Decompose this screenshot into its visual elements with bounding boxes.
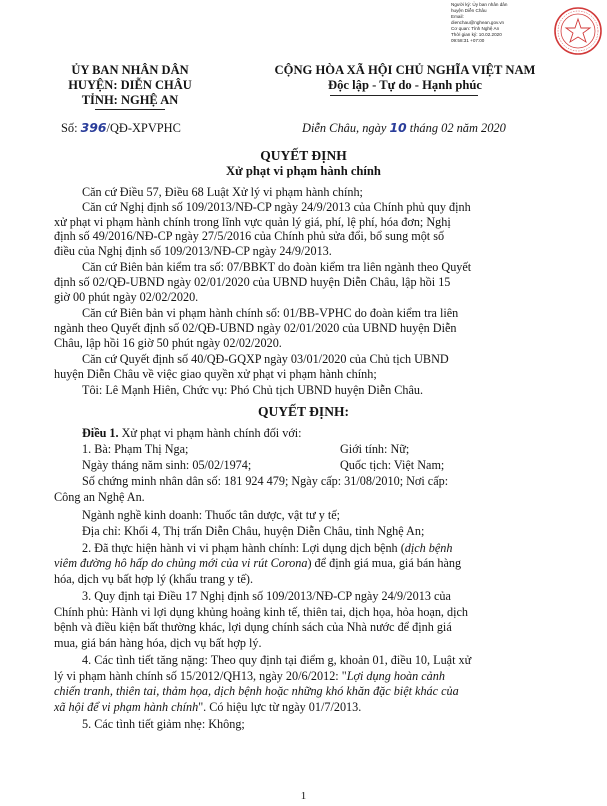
motto: Độc lập - Tự do - Hạnh phúc	[328, 78, 482, 92]
signature-line: Thời gian ký: 10.02.2020	[451, 32, 502, 37]
italic-span: xã hội để vi phạm hành chính	[54, 700, 199, 714]
item-3-line: mua, giá bán hàng hóa, dịch vụ bất hợp lý.	[54, 636, 262, 650]
handwritten-number: 396	[80, 120, 107, 135]
person-name: 1. Bà: Phạm Thị Nga;	[82, 442, 189, 456]
country-name: CỘNG HÒA XÃ HỘI CHỦ NGHĨA VIỆT NAM	[274, 63, 536, 77]
number-suffix: /QĐ-XPVPHC	[106, 121, 181, 135]
issuing-authority	[40, 63, 220, 108]
document-title: QUYẾT ĐỊNH	[260, 148, 347, 163]
authority-line: TỈNH: NGHỆ AN	[81, 93, 179, 107]
body-line: Căn cứ Biên bản kiểm tra số: 07/BBKT do đoàn kiểm tra liên ngành theo Quyết	[82, 260, 472, 274]
document-subtitle: Xử phạt vi phạm hành chính	[226, 164, 381, 178]
item-3-line: 3. Quy định tại Điều 17 Nghị định số 109/2013/NĐ-CP ngày 24/9/2013 của	[82, 589, 451, 603]
body-line: ngành theo Quyết định số 02/QĐ-UBND ngày 02/01/2020 của UBND huyện Diễn	[54, 321, 457, 335]
body-line: Căn cứ Biên bản vi phạm hành chính số: 01/BB-VPHC do đoàn kiểm tra liên	[82, 306, 459, 320]
article-text: Xử phạt vi phạm hành chính đối với:	[118, 426, 302, 440]
body-line: điều của Nghị định số 109/2013/NĐ-CP ngày 24/9/2013.	[54, 244, 332, 258]
text-span: 2. Đã thực hiện hành vi vi phạm hành chính: Lợi dụng dịch bệnh (	[82, 541, 405, 555]
item-4-line: chiến tranh, thiên tai, thảm họa, dịch bệnh hoặc những khó khăn đặc biệt khác của	[54, 684, 459, 698]
signature-line: Email:	[451, 14, 464, 19]
decision-heading: QUYẾT ĐỊNH:	[258, 404, 349, 419]
body-line: Tôi: Lê Mạnh Hiên, Chức vụ: Phó Chủ tịch UBND huyện Diễn Châu.	[82, 383, 424, 397]
authority-line: ỦY BAN NHÂN DÂN	[71, 63, 189, 77]
date-text: tháng 02 năm 2020	[409, 121, 506, 135]
authority-underline	[95, 109, 165, 110]
digital-signature-box	[451, 2, 605, 64]
item-4-line: 4. Các tình tiết tăng nặng: Theo quy định tại điểm g, khoản 01, điều 10, Luật xử	[82, 653, 472, 667]
italic-span: viêm đường hô hấp do chủng mới của vi rút Corona	[54, 556, 308, 570]
person-dob: Ngày tháng năm sinh: 05/02/1974;	[82, 458, 252, 472]
person-address: Địa chỉ: Khối 4, Thị trấn Diễn Châu, huyện Diễn Châu, tỉnh Nghệ An;	[82, 524, 425, 538]
item-3-line: bệnh và điều kiện bất thường khác, lợi dụng chính sách của Nhà nước để định giá	[54, 620, 452, 634]
body-line: Căn cứ Điều 57, Điều 68 Luật Xử lý vi phạm hành chính;	[82, 185, 363, 199]
body-line: giờ 00 phút ngày 02/02/2020.	[54, 290, 199, 304]
person-id: Số chứng minh nhân dân số: 181 924 479; Ngày cấp: 31/08/2010; Nơi cấp:	[82, 474, 449, 488]
handwritten-day: 10	[389, 120, 407, 135]
signature-line: Cơ quan: Tỉnh Nghệ An	[451, 26, 500, 31]
red-seal-icon	[553, 6, 603, 56]
number-label: Số:	[61, 121, 78, 135]
signature-line: huyện Diễn Châu	[451, 8, 487, 13]
signature-line: 09:58:31 +07:00	[451, 38, 485, 43]
person-gender: Giới tính: Nữ;	[340, 442, 410, 456]
body-line: định số 49/2016/NĐ-CP ngày 27/5/2016 của Chính phủ sửa đổi, bổ sung một số	[54, 229, 445, 243]
item-2-line	[82, 541, 452, 555]
body-line: Căn cứ Quyết định số 40/QĐ-GQXP ngày 03/01/2020 của Chủ tịch UBND	[82, 352, 449, 366]
italic-span: Lợi dụng hoàn cảnh	[346, 669, 445, 683]
body-line: xử phạt vi phạm hành chính trong lĩnh vực quản lý giá, phí, lệ phí, hóa đơn; Nghị	[54, 215, 451, 229]
italic-span: dịch bệnh	[404, 541, 453, 555]
article-label: Điều 1.	[82, 426, 119, 440]
text-span: lý vi phạm hành chính số 15/2012/QH13, ngày 20/6/2012: "	[54, 669, 347, 683]
text-span: ". Có hiệu lực từ ngày 01/7/2013.	[198, 700, 362, 714]
item-3-line: Chính phủ: Hành vi lợi dụng khủng hoảng kinh tế, thiên tai, dịch họa, hỏa hoạn, dịch	[54, 605, 468, 619]
body-line: Căn cứ Nghị định số 109/2013/NĐ-CP ngày 24/9/2013 của Chính phủ quy định	[82, 200, 471, 214]
place-date	[302, 121, 506, 135]
national-motto	[235, 63, 575, 93]
item-2-line: hóa, dịch vụ bất hợp lý (khẩu trang y tế).	[54, 572, 254, 586]
authority-line: HUYỆN: DIỄN CHÂU	[68, 78, 192, 92]
signature-text	[451, 2, 507, 44]
place-text: Diễn Châu, ngày	[302, 121, 387, 135]
item-5-line: 5. Các tình tiết giảm nhẹ: Không;	[82, 717, 245, 731]
motto-underline	[330, 95, 478, 96]
item-4-line	[54, 669, 445, 683]
body-line: huyện Diễn Châu về việc giao quyền xử phạt vi phạm hành chính;	[54, 367, 377, 381]
text-span: ) để định giá mua, giá bán hàng	[307, 556, 462, 570]
body-line: định số 02/QĐ-UBND ngày 02/01/2020 của UBND huyện Diễn Châu, lập hồi 15	[54, 275, 451, 289]
person-id-issuer: Công an Nghệ An.	[54, 490, 145, 504]
signature-line: dienchau@nghean.gov.vn	[451, 20, 505, 25]
item-4-line	[54, 700, 361, 714]
body-line: Châu, lập hồi 16 giờ 50 phút ngày 02/02/2020.	[54, 336, 282, 350]
signature-line: Người ký: Ủy ban nhân dân	[451, 2, 508, 7]
person-nationality: Quốc tịch: Việt Nam;	[340, 458, 445, 472]
article-1	[82, 426, 302, 440]
person-business: Ngành nghề kinh doanh: Thuốc tân dược, vật tư y tế;	[82, 508, 341, 522]
item-2-line	[54, 556, 461, 570]
page-number: 1	[300, 790, 307, 802]
document-number	[61, 121, 181, 135]
